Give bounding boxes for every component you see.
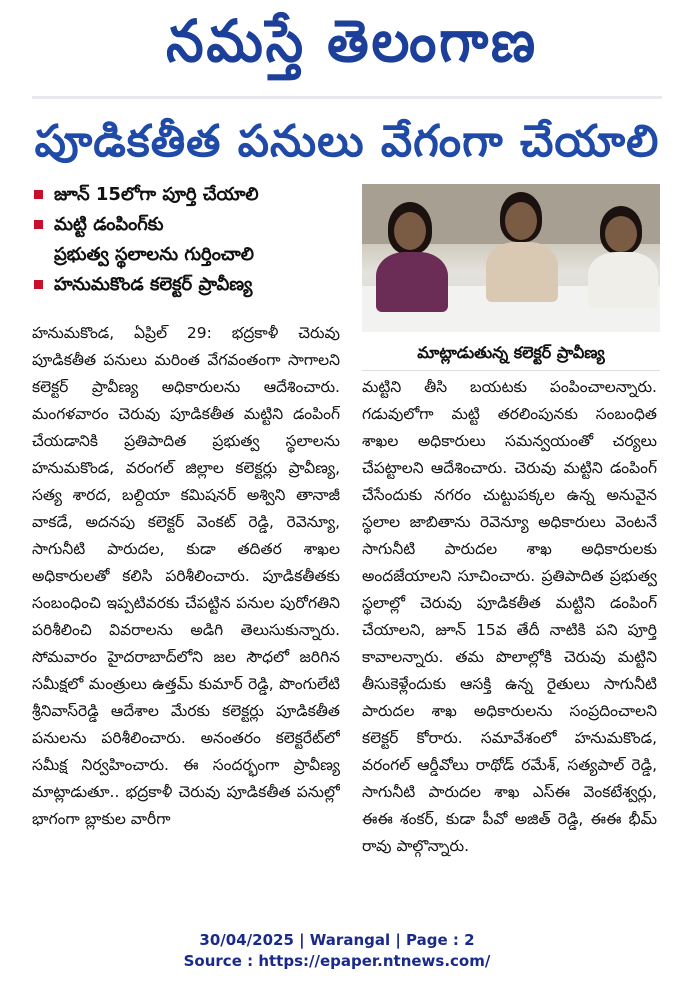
photo-person xyxy=(584,206,660,302)
bullet-text-continued: ప్రభుత్వ స్థలాలను గుర్తించాలి xyxy=(54,244,254,265)
bullet-text: జూన్ 15లోగా పూర్తి చేయాలి xyxy=(54,184,259,205)
photo-caption: మాట్లాడుతున్న కలెక్టర్ ప్రావీణ్య xyxy=(362,336,660,371)
masthead-rule xyxy=(32,96,662,99)
edition-info: 30/04/2025 | Warangal | Page : 2 xyxy=(199,931,475,949)
photo-person xyxy=(372,202,452,302)
article-body-right: మట్టిని తీసి బయటకు పంపించాలన్నారు. గడువులోగా మట్టి తరలింపునకు సంబంధిత శాఖల అధికారులు సమన్వయంతో చర్యలు చేపట్టాలని ఆదేశించారు. చెరువు మట్టిని డంపింగ్ చేసేందుకు నగరం చుట్టుపక్కల ఉన్న అనువైన స్థలాల జాబితాను రెవెన్యూ అధికారులు వెంటనే సాగునీటి పారుదల శాఖ అధికారులకు అందజేయాలని సూచించారు. ప్రతిపాదిత ప్రభుత్వ స్థలాల్లో చెరువు పూడికతీత మట్టిని డంపింగ్ చేయాలని, జూన్ 15వ తేదీ నాటికి పని పూర్తి కావాలన్నారు. తమ పొలాల్లోకి చెరువు మట్టిని తీసుకెళ్లేందుకు ఆసక్తి ఉన్న రైతులు సాగునీటి పారుదల శాఖ అధికారులను సంప్రదించాలని కలెక్టర్ కోరారు. సమావేశంలో హనుమకొండ, వరంగల్ ఆర్డీవోలు రాథోడ్ రమేశ్, సత్యపాల్ రెడ్డి, సాగునీటి పారుదల శాఖ ఎస్‌ఈ వెంకటేశ్వర్లు, ఈఈ శంకర్, కుడా పీవో అజిత్ రెడ్డి, ఈఈ భీమ్ రావు పాల్గొన్నారు. xyxy=(362,378,657,855)
source-link[interactable]: Source : https://epaper.ntnews.com/ xyxy=(183,952,491,970)
masthead: నమస్తే తెలంగాణ xyxy=(166,7,538,75)
bullet-square-icon xyxy=(34,220,43,229)
bullet-item xyxy=(32,180,344,210)
article-body-left: హనుమకొండ, ఏప్రిల్ 29: భద్రకాళీ చెరువు పూడికతీత పనులు మరింత వేగవంతంగా సాగాలని కలెక్టర్ ప్రావీణ్య అధికారులను ఆదేశించారు. మంగళవారం చెరువు పూడికతీత మట్టిని డంపింగ్ చేయడానికి ప్రతిపాదిత ప్రభుత్వ స్థలాలను హనుమకొండ, వరంగల్ జిల్లాల కలెక్టర్లు ప్రావీణ్య, సత్య శారద, బల్దియా కమిషనర్ అశ్విని తానాజీ వాకడే, అదనపు కలెక్టర్ వెంకట్ రెడ్డి, రెవెన్యూ, సాగునీటి పారుదల, కుడా తదితర శాఖల అధికారులతో కలిసి పరిశీలించారు. పూడికతీతకు సంబంధించి ఇప్పటివరకు చేపట్టిన పనుల పురోగతిని పరిశీలించి వివరాలను అడిగి తెలుసుకున్నారు. సోమవారం హైదరాబాద్‌లోని జల సౌధలో జరిగిన సమీక్షలో మంత్రులు ఉత్తమ్ కుమార్ రెడ్డి, పొంగులేటి శ్రీనివాస్‌రెడ్డి ఆదేశాల మేరకు కలెక్టర్లు పూడికతీత పనులను పరిశీలించారు. అనంతరం కలెక్టరేట్‌లో సమీక్ష నిర్వహించారు. ఈ సందర్భంగా ప్రావీణ్య మాట్లాడుతూ.. భద్రకాళీ చెరువు పూడికతీత పనుల్లో భాగంగా బ్లాకుల వారీగా xyxy=(32,324,340,828)
bullet-square-icon xyxy=(34,280,43,289)
headline: పూడికతీత పనులు వేగంగా చేయాలి xyxy=(34,116,660,167)
news-clipping xyxy=(32,0,662,920)
bullet-text: మట్టి డంపింగ్‌కు xyxy=(54,214,164,235)
bullet-item xyxy=(32,210,344,270)
bullet-text: హనుమకొండ కలెక్టర్ ప్రావీణ్య xyxy=(54,274,253,295)
bullet-list xyxy=(32,180,344,300)
news-photo xyxy=(362,184,660,332)
page-footer xyxy=(0,930,674,972)
bullet-square-icon xyxy=(34,190,43,199)
photo-person xyxy=(482,192,562,302)
bullet-item xyxy=(32,270,344,300)
